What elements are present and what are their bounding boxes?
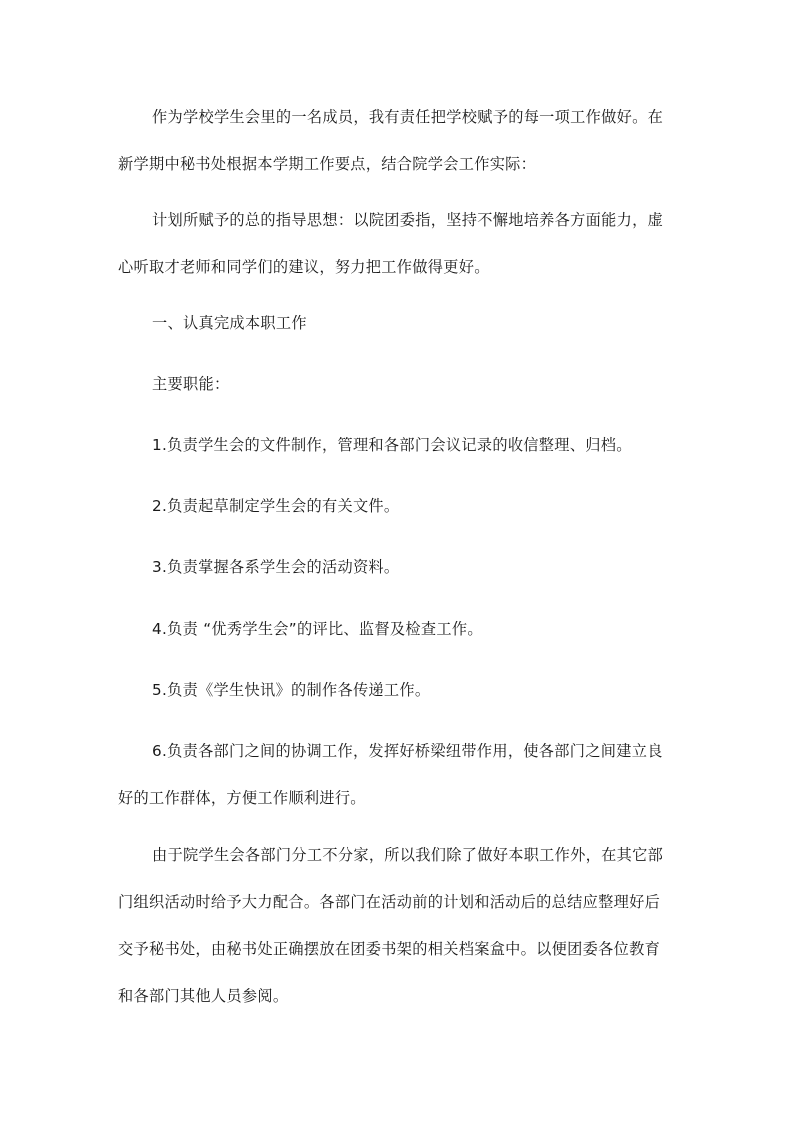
paragraph-line: 作为学校学生会里的一名成员，我有责任把学校赋予的每一项工作做好。在 [152,108,664,126]
paragraph-line: 新学期中秘书处根据本学期工作要点，结合院学会工作实际： [118,155,537,173]
section-heading-text: 一、认真完成本职工作 [152,314,307,332]
duty-item-2 [118,483,678,530]
paragraph-cooperation [118,832,678,1020]
duty-item-4 [118,606,678,653]
main-duties-heading-text: 主要职能： [152,375,230,393]
paragraph-line: 由于院学生会各部门分工不分家，所以我们除了做好本职工作外，在其它部 [152,846,664,864]
paragraph-guiding-thought [118,197,678,291]
paragraph-line: 和各部门其他人员参阅。 [118,987,289,1005]
duty-item-text: 6.负责各部门之间的协调工作，发挥好桥梁纽带作用，使各部门之间建立良 [152,742,663,760]
section-heading [118,300,678,347]
duty-item-6 [118,728,678,822]
paragraph-line: 计划所赋予的总的指导思想：以院团委指，坚持不懈地培养各方面能力，虚 [152,211,664,229]
paragraph-line: 交予秘书处，由秘书处正确摆放在团委书架的相关档案盒中。以便团委各位教育 [118,940,661,958]
duty-item-5 [118,667,678,714]
paragraph-line: 门组织活动时给予大力配合。各部门在活动前的计划和活动后的总结应整理好后 [118,893,661,911]
duty-item-text: 2.负责起草制定学生会的有关文件。 [152,497,400,515]
duty-item-text: 1.负责学生会的文件制作，管理和各部门会议记录的收信整理、归档。 [152,436,632,454]
duty-item-text: 4.负责 “优秀学生会”的评比、监督及检查工作。 [152,620,483,638]
duty-item-1 [118,422,678,469]
paragraph-intro [118,94,678,188]
duty-item-3 [118,544,678,591]
duty-item-text: 3.负责掌握各系学生会的活动资料。 [152,558,400,576]
duty-item-text: 好的工作群体，方便工作顺利进行。 [118,789,366,807]
duty-item-text: 5.负责《学生快讯》的制作各传递工作。 [152,681,431,699]
paragraph-line: 心听取才老师和同学们的建议，努力把工作做得更好。 [118,258,490,276]
main-duties-heading [118,361,678,408]
